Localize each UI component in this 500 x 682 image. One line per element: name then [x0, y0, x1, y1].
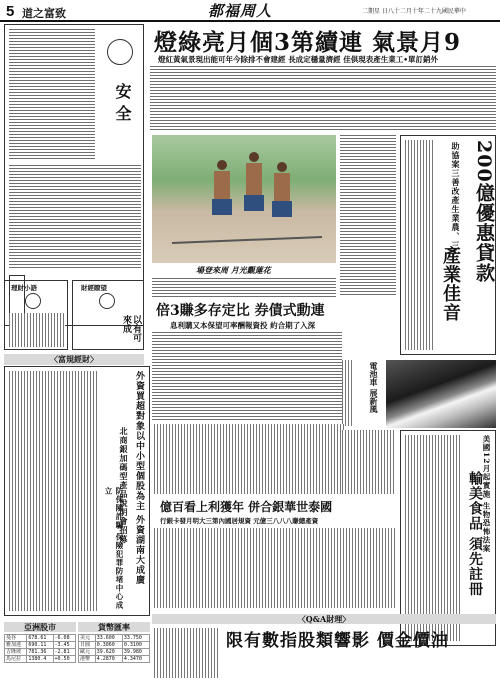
asia-stock-table	[4, 634, 76, 663]
sidebar-text-a	[9, 29, 95, 159]
table-row: 日圓 0.3060 0.3100	[79, 642, 150, 649]
center-body-text	[340, 135, 396, 295]
car-photo	[386, 360, 496, 428]
coin-icon	[25, 293, 41, 309]
right-mid-text	[342, 430, 396, 494]
table-row: 美元 33.600 33.750	[79, 635, 150, 642]
tip-label-left: 理財小語	[11, 284, 37, 292]
lower-left-small-headline: 防保險詐騙 保險犯罪防堵中心成立	[104, 487, 124, 610]
article-c-headline: 億百看上利獲年 併合銀華世泰國	[160, 500, 333, 514]
sidebar-title: 安全	[113, 83, 132, 127]
main-headline: 燈綠亮月個3第續連 氣景月9	[154, 29, 462, 56]
main-body-text	[150, 66, 496, 130]
sidebar-text-b	[9, 165, 141, 269]
dance-photo	[152, 135, 336, 263]
middle-lower-text	[154, 424, 344, 494]
header-rule	[0, 20, 500, 22]
table-row: 馬尼拉 1380.4 +0.50	[5, 656, 76, 663]
page-number: 5	[6, 3, 15, 20]
photo2-text	[342, 360, 354, 426]
photo2-caption: 電池車 展新風	[369, 362, 379, 413]
table-row: 歐元 39.620 39.980	[79, 649, 150, 656]
table-row: 吉隆坡 781.36 -2.81	[5, 649, 76, 656]
tip-text-left	[9, 313, 65, 347]
dancers-figure	[152, 135, 336, 263]
lower-left-box	[4, 366, 150, 616]
right-text-2	[405, 435, 461, 641]
tip-box-right	[72, 280, 144, 350]
tip-box-left	[4, 280, 68, 350]
lower-left-bar: 〈富規經財〉	[4, 354, 144, 365]
right-headline-1: 200億優惠貸款	[473, 140, 495, 283]
lower-left-text	[9, 371, 99, 611]
currency-table	[78, 634, 150, 663]
bottom-text	[154, 628, 220, 678]
right-story-box	[400, 135, 496, 355]
right-text-1	[405, 140, 435, 350]
right-headline-2: 輸美食品 須先註冊	[467, 471, 483, 597]
bottom-headline: 限有數指股類響影 價金價油	[226, 631, 449, 651]
table-row: 港幣 4.2870 4.3470	[79, 656, 150, 663]
lower-left-subheadline: 北商銀加碼型產品說明會招募	[119, 427, 129, 544]
photo-caption: 場登來周 月光觀蓮花	[196, 265, 271, 275]
main-subheadline: 燈紅黃氣景現出能可年今除排不會建經 長成定穩量濟經 佳俱現表產生業工•單訂銷外	[158, 55, 439, 64]
tip-label-right: 財經瞭望	[81, 284, 107, 292]
quote-text: 以有可來成	[121, 315, 141, 342]
right-tail-1: 產業佳音	[440, 246, 461, 322]
date-line: 二期星 日八十二月十年二十九國民華中	[362, 8, 466, 15]
article-c-text	[154, 528, 396, 608]
asia-stock-bar: 亞洲股市	[4, 622, 76, 632]
photo-desc-text	[152, 278, 336, 298]
table-row: 曼谷 678.61 -6.08	[5, 635, 76, 642]
qa-bar: 〈Q&A財理〉	[152, 614, 496, 624]
lower-left-headline: 外資買超對象以中小型個股為主 外資湖南大成廣	[134, 371, 144, 586]
right-sub-2: 美國12月起實施 生物恐怖法案	[482, 435, 491, 554]
section-title: 道之富致	[22, 7, 66, 20]
right-sub-1: 助協案三善改產生業農、三	[451, 142, 461, 250]
article-b-subheadline: 息利購又本保望可率酬報資投 約合期了入深	[170, 321, 316, 330]
coin-icon	[107, 39, 133, 65]
article-c-subheadline: 行銀卡發月明大三第內國居規資 元億三八八八賺總產資	[160, 517, 319, 525]
currency-bar: 貨幣匯率	[78, 622, 150, 632]
masthead: 都福周人	[208, 2, 273, 20]
table-row: 雅加達 690.11 -3.45	[5, 642, 76, 649]
coin-icon	[99, 293, 115, 309]
article-b-headline: 倍3賺多存定比 券債式動連	[156, 303, 325, 319]
article-b-text	[152, 332, 342, 422]
